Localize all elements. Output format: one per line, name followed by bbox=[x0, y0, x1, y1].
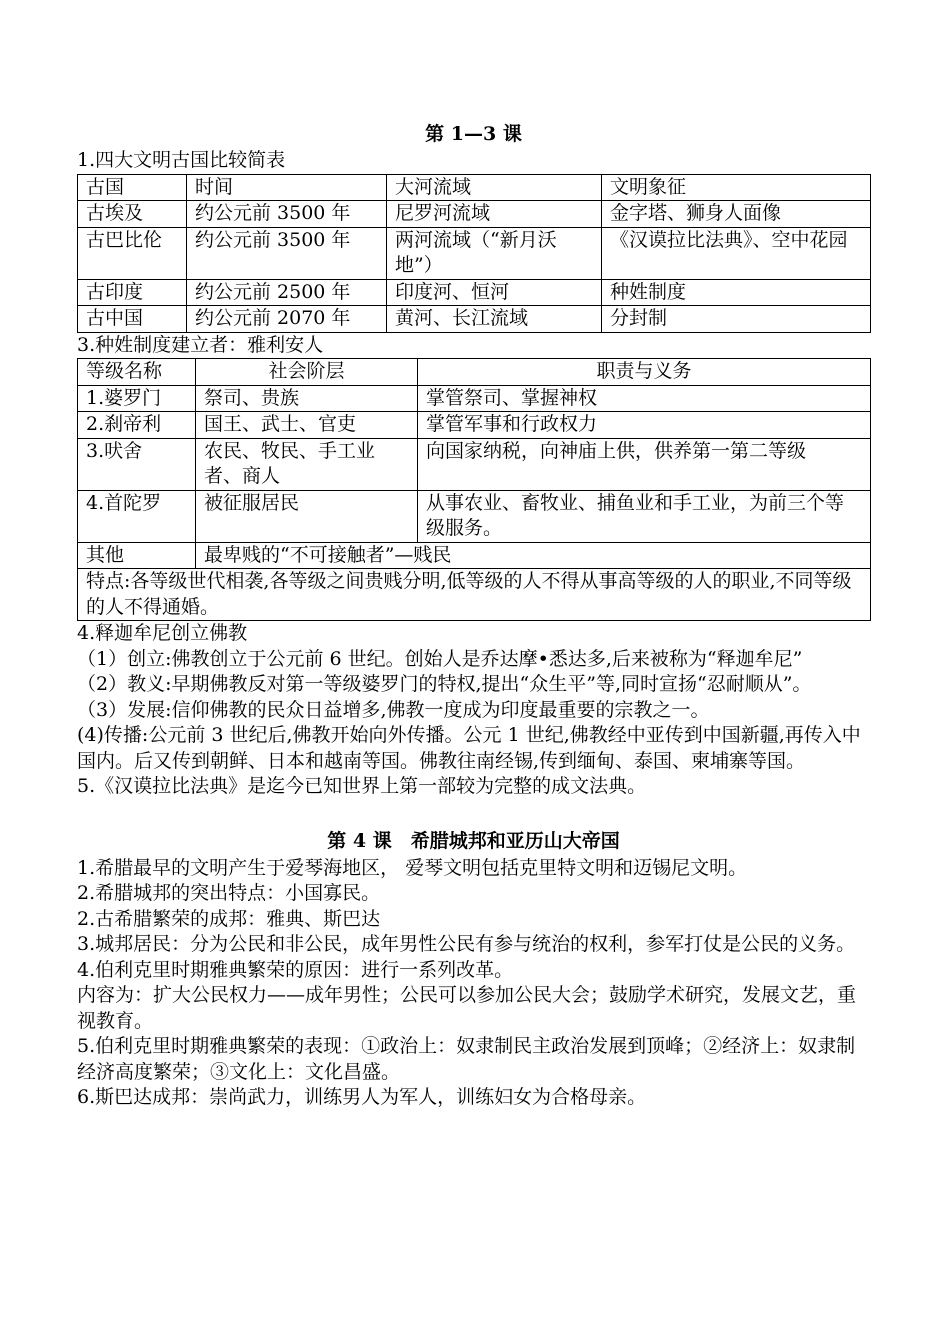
table-row bbox=[78, 569, 871, 621]
table-cell: 被征服居民 bbox=[196, 490, 418, 542]
paragraph: 6.斯巴达成邦：崇尚武力，训练男人为军人，训练妇女为合格母亲。 bbox=[77, 1086, 647, 1108]
table1-caption: 1.四大文明古国比较简表 bbox=[77, 149, 286, 171]
table-cell: 约公元前 3500 年 bbox=[187, 227, 387, 279]
table-row bbox=[78, 542, 871, 569]
table-cell: 古印度 bbox=[78, 279, 187, 306]
table-row bbox=[78, 279, 871, 306]
paragraph: 2.希腊城邦的突出特点：小国寡民。 bbox=[77, 882, 381, 904]
section1-title: 第 1—3 课 bbox=[425, 123, 522, 145]
table-row bbox=[78, 385, 871, 412]
table-cell: 尼罗河流域 bbox=[387, 201, 602, 228]
civilizations-table bbox=[77, 174, 871, 333]
table-cell: 1.婆罗门 bbox=[78, 385, 196, 412]
section2-notes bbox=[77, 856, 870, 1111]
caste-table bbox=[77, 358, 871, 621]
paragraph: 3.城邦居民：分为公民和非公民，成年男性公民有参与统治的权利，参军打仗是公民的义务。 bbox=[77, 933, 856, 955]
table-cell: 两河流域（“新月沃地”） bbox=[387, 227, 602, 279]
table-row bbox=[78, 438, 871, 490]
table-cell: 3.吠舍 bbox=[78, 438, 196, 490]
paragraph: 5.《汉谟拉比法典》是迄今已知世界上第一部较为完整的成文法典。 bbox=[77, 775, 647, 797]
table-cell: 古中国 bbox=[78, 306, 187, 333]
header-cell: 文明象征 bbox=[602, 174, 871, 201]
table-cell: 向国家纳税，向神庙上供，供养第一第二等级 bbox=[418, 438, 871, 490]
paragraph: 1.希腊最早的文明产生于爱琴海地区， 爱琴文明包括克里特文明和迈锡尼文明。 bbox=[77, 856, 748, 879]
header-cell: 职责与义务 bbox=[418, 359, 871, 386]
table-cell: 农民、牧民、手工业者、商人 bbox=[196, 438, 418, 490]
table-row bbox=[78, 490, 871, 542]
paragraph: 4.伯利克里时期雅典繁荣的原因：进行一系列改革。 bbox=[77, 958, 514, 981]
section2-title: 第 4 课 希腊城邦和亚历山大帝国 bbox=[327, 829, 620, 852]
table-cell: 《汉谟拉比法典》、空中花园 bbox=[602, 227, 871, 279]
header-cell: 古国 bbox=[78, 174, 187, 201]
table-cell: 最卑贱的“不可接触者”—贱民 bbox=[196, 542, 871, 569]
table-cell: 种姓制度 bbox=[602, 279, 871, 306]
table-cell: 2.刹帝利 bbox=[78, 412, 196, 439]
table-row bbox=[78, 412, 871, 439]
table-cell: 古埃及 bbox=[78, 201, 187, 228]
table-cell: 分封制 bbox=[602, 306, 871, 333]
table-row bbox=[78, 306, 871, 333]
table-cell: 金字塔、狮身人面像 bbox=[602, 201, 871, 228]
table-cell: 约公元前 2070 年 bbox=[187, 306, 387, 333]
header-cell: 时间 bbox=[187, 174, 387, 201]
paragraph: (4)传播:公元前 3 世纪后,佛教开始向外传播。公元 1 世纪,佛教经中亚传到中国新疆,再传入中国内。后又传到朝鲜、日本和越南等国。佛教往南经锡,传到缅甸、泰国、柬埔寨等国。 bbox=[77, 724, 861, 772]
table-cell: 古巴比伦 bbox=[78, 227, 187, 279]
paragraph: （3）发展:信仰佛教的民众日益增多,佛教一度成为印度最重要的宗教之一。 bbox=[77, 698, 710, 721]
table-cell: 约公元前 3500 年 bbox=[187, 201, 387, 228]
table-cell: 4.首陀罗 bbox=[78, 490, 196, 542]
table2-caption: 3.种姓制度建立者：雅利安人 bbox=[77, 333, 324, 356]
table-row bbox=[78, 227, 871, 279]
paragraph: 2.古希腊繁荣的成邦：雅典、斯巴达 bbox=[77, 907, 381, 930]
table-cell: 黄河、长江流域 bbox=[387, 306, 602, 333]
paragraph: 5.伯利克里时期雅典繁荣的表现：①政治上：奴隶制民主政治发展到顶峰；②经济上：奴隶制经济高度繁荣；③文化上：文化昌盛。 bbox=[77, 1035, 856, 1083]
table-cell: 掌管祭司、掌握神权 bbox=[418, 385, 871, 412]
header-cell: 社会阶层 bbox=[196, 359, 418, 386]
spacer bbox=[77, 800, 870, 822]
table-header-row bbox=[78, 174, 871, 201]
section1-notes bbox=[77, 621, 870, 800]
header-cell: 等级名称 bbox=[78, 359, 196, 386]
paragraph: （1）创立:佛教创立于公元前 6 世纪。创始人是乔达摩•悉达多,后来被称为“释迦牟尼” bbox=[77, 647, 803, 670]
table-cell: 从事农业、畜牧业、捕鱼业和手工业，为前三个等级服务。 bbox=[418, 490, 871, 542]
header-cell: 大河流域 bbox=[387, 174, 602, 201]
paragraph: 4.释迦牟尼创立佛教 bbox=[77, 622, 248, 644]
table-cell: 祭司、贵族 bbox=[196, 385, 418, 412]
document-page bbox=[77, 120, 870, 1111]
paragraph: （2）教义:早期佛教反对第一等级婆罗门的特权,提出“众生平”等,同时宣扬“忍耐顺从”。 bbox=[77, 673, 812, 695]
table-row bbox=[78, 201, 871, 228]
table-cell: 印度河、恒河 bbox=[387, 279, 602, 306]
table-cell: 国王、武士、官吏 bbox=[196, 412, 418, 439]
table-cell: 掌管军事和行政权力 bbox=[418, 412, 871, 439]
table-header-row bbox=[78, 359, 871, 386]
table-cell: 特点:各等级世代相袭,各等级之间贵贱分明,低等级的人不得从事高等级的人的职业,不同等级的人不得通婚。 bbox=[78, 569, 871, 621]
table-cell: 其他 bbox=[78, 542, 196, 569]
table-cell: 约公元前 2500 年 bbox=[187, 279, 387, 306]
paragraph: 内容为：扩大公民权力——成年男性；公民可以参加公民大会；鼓励学术研究，发展文艺，重视教育。 bbox=[77, 984, 857, 1032]
